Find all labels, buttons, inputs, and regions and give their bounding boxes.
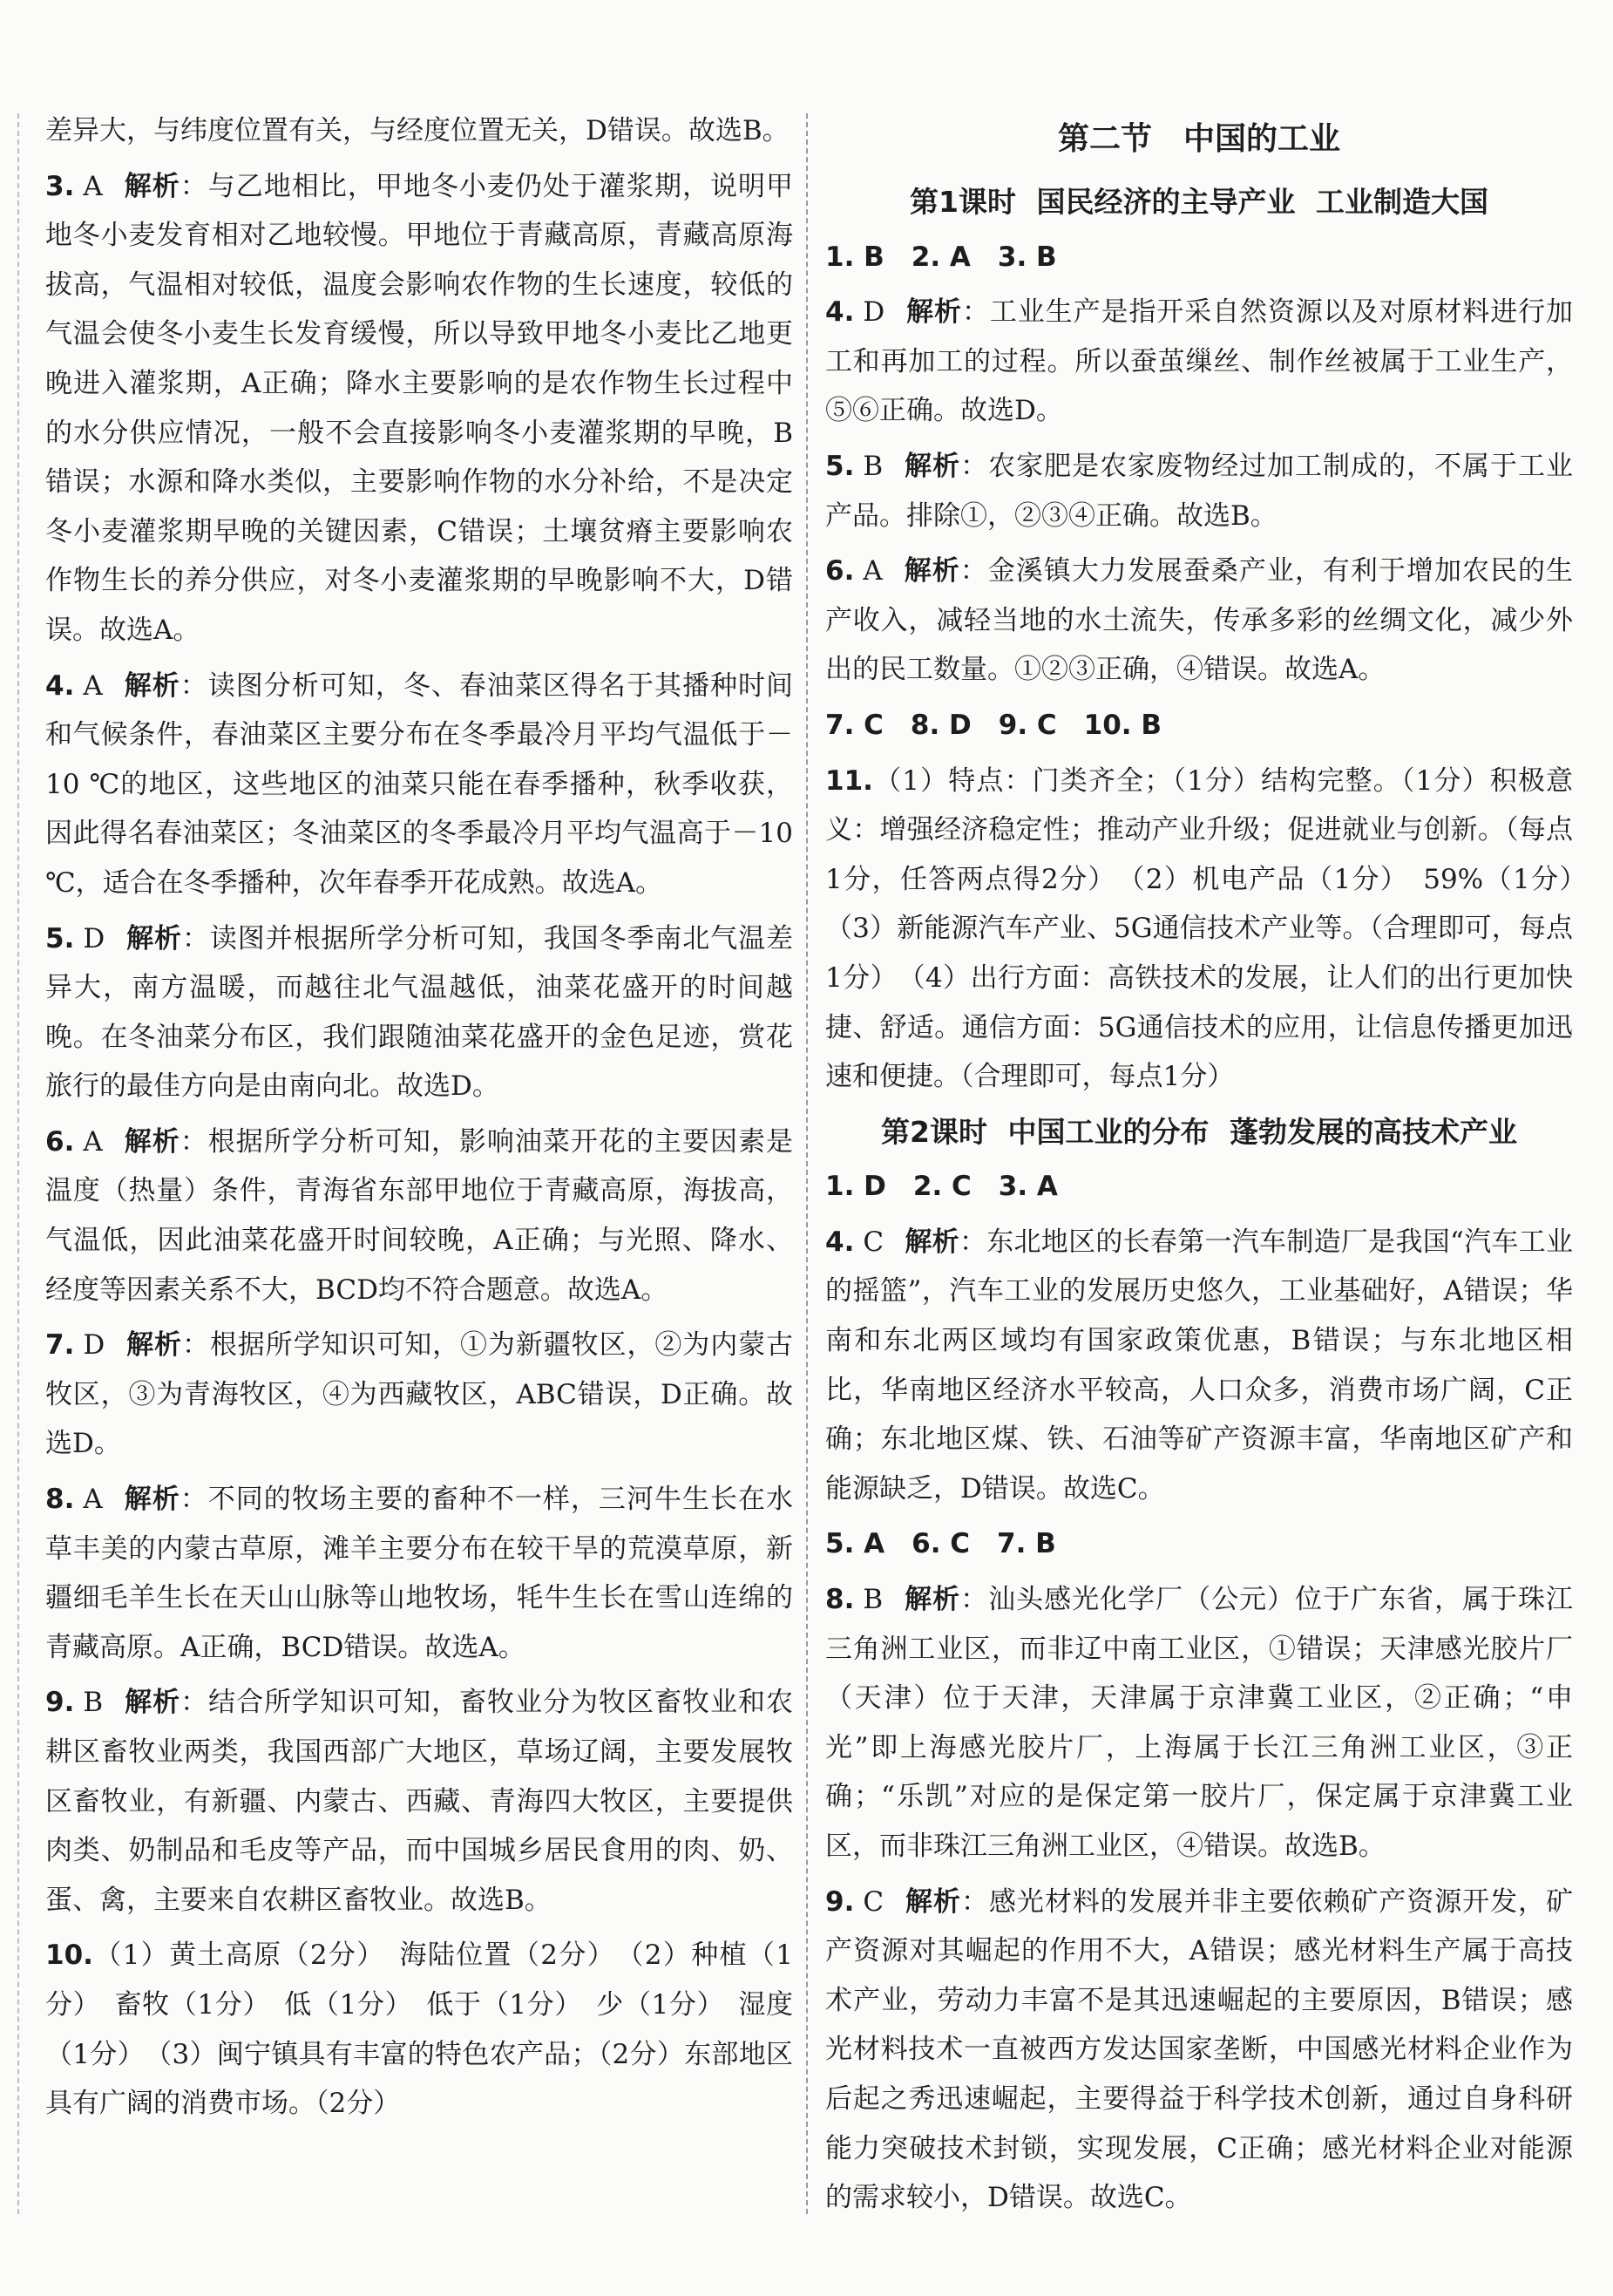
analysis-text: ：与乙地相比，甲地冬小麦仍处于灌浆期，说明甲地冬小麦发育相对乙地较慢。甲地位于青藏高原，青藏高原海拔高，气温相对较低，温度会影响农作物的生长速度，较低的气温会使冬小麦生长发育缓慢，所以导致甲地冬小麦比乙地更晚进入灌浆期，A正确；降水主要影响的是农作物生长过程中的水分供应情况，一般不会直接影响冬小麦灌浆期的早晚，B错误；水源和降水类似，主要影响作物的水分补给，不是决定冬小麦灌浆期早晚的关键因素，C错误；土壤贫瘠主要影响农作物生长的养分供应，对冬小麦灌浆期的早晚影响不大，D错误。故选A。: [45, 170, 793, 646]
analysis-label: 解析: [903, 555, 960, 588]
lesson-title-a: 国民经济的主导产业: [1036, 185, 1296, 219]
lesson-2-answer-list: [825, 1218, 1573, 1514]
analysis-text: ：工业生产是指开采自然资源以及对原材料进行加工和再加工的过程。所以蚕茧缫丝、制作丝被属于工业生产，⑤⑥正确。故选D。: [825, 296, 1574, 427]
analysis-text: ：农家肥是农家废物经过加工制成的，不属于工业产品。排除①，②③④正确。故选B。: [825, 450, 1573, 532]
analysis-label: 解析: [123, 1125, 180, 1158]
lesson-title-b: 蓬勃发展的高技术产业: [1229, 1114, 1517, 1149]
right-column: [825, 106, 1600, 2229]
question-number: 3.: [45, 170, 75, 202]
short-answers: 5. A 6. C 7. B: [825, 1528, 1056, 1560]
analysis-label: 解析: [904, 450, 961, 482]
answer-choice: D: [83, 1329, 105, 1362]
lesson-2-heading: [825, 1108, 1573, 1158]
short-answers: 7. C 8. D 9. C 10. B: [825, 709, 1162, 741]
lesson-number: 第1课时: [910, 185, 1016, 219]
answer-choice: C: [863, 1885, 884, 1918]
analysis-text: ：根据所学知识可知，①为新疆牧区，②为内蒙古牧区，③为青海牧区，④为西藏牧区，ABC错误，D正确。故选D。: [45, 1329, 794, 1460]
answer-item: [45, 914, 793, 1111]
section-title: 第二节 中国的工业: [1057, 121, 1340, 157]
analysis-text: ：读图分析可知，冬、春油菜区得名于其播种时间和气候条件，春油菜区主要分布在冬季最冷月平均气温低于－10 ℃的地区，这些地区的油菜只能在春季播种，秋季收获，因此得名春油菜区；冬油菜区的冬季最冷月平均气温高于－10 ℃，适合在冬季播种，次年春季开花成熟。故选A。: [45, 669, 793, 899]
question-number: 5.: [45, 922, 75, 954]
analysis-text: ：感光材料的发展并非主要依赖矿产资源开发，矿产资源对其崛起的作用不大，A错误；感光材料生产属于高技术产业，劳动力丰富不是其迅速崛起的主要原因，B错误；感光材料技术一直被西方发达国家垄断，中国感光材料企业作为后起之秀迅速崛起，主要得益于科学技术创新，通过自身科研能力突破技术封锁，实现发展，C正确；感光材料企业对能源的需求较小，D错误。故选C。: [825, 1885, 1574, 2214]
analysis-text: ：根据所学分析可知，影响油菜开花的主要因素是温度（热量）条件，青海省东部甲地位于青藏高原，海拔高，气温低，因此油菜花盛开时间较晚，A正确；与光照、降水、经度等因素关系不大，BCD均不符合题意。故选A。: [45, 1125, 793, 1306]
analysis-text: ：汕头感光化学厂（公元）位于广东省，属于珠江三角洲工业区，而非辽中南工业区，①错误；天津感光胶片厂（天津）位于天津，天津属于京津冀工业区，②正确；“申光”即上海感光胶片厂，上海属于长江三角洲工业区，③正确；“乐凯”对应的是保定第一胶片厂，保定属于京津冀工业区，而非珠江三角洲工业区，④错误。故选B。: [825, 1584, 1573, 1862]
analysis-label: 解析: [905, 296, 962, 329]
question-number: 4.: [825, 1226, 855, 1258]
analysis-label: 解析: [905, 1226, 959, 1258]
answer-item: [45, 1475, 793, 1672]
question-number: 5.: [825, 450, 855, 482]
answer-item-10: [45, 1931, 793, 2128]
answer-choice: D: [83, 922, 105, 954]
answer-item: [825, 1878, 1573, 2223]
answer-choice: B: [83, 1687, 104, 1719]
answer-item: [45, 162, 793, 656]
analysis-label: 解析: [124, 1687, 181, 1719]
analysis-text: ：东北地区的长春第一汽车制造厂是我国“汽车工业的摇篮”，汽车工业的发展历史悠久，工业基础好，A错误；华南和东北两区域均有国家政策优惠，B错误；与东北地区相比，华南地区经济水平较高，人口众多，消费市场广阔，C正确；东北地区煤、铁、石油等矿产资源丰富，华南地区矿产和能源缺乏，D错误。故选C。: [825, 1226, 1574, 1505]
continuation-text: 差异大，与纬度位置有关，与经度位置无关，D错误。故选B。: [45, 115, 790, 146]
question-number: 8.: [825, 1584, 855, 1616]
lesson-1-answer-list: [825, 288, 1573, 695]
question-number: 4.: [825, 296, 855, 329]
question-number: 6.: [825, 555, 855, 588]
answer-item: [825, 288, 1573, 436]
answer-item-11: [825, 757, 1600, 1102]
question-number: 6.: [45, 1125, 75, 1158]
short-answers: 1. B 2. A 3. B: [825, 241, 1057, 273]
answer-choice: B: [863, 1584, 884, 1616]
answer-item: [825, 547, 1573, 695]
analysis-label: 解析: [905, 1885, 961, 1918]
question-number: 8.: [45, 1484, 75, 1516]
question-number: 4.: [45, 669, 75, 702]
analysis-text: ：读图并根据所学分析可知，我国冬季南北气温差异大，南方温暖，而越往北气温越低，油菜花盛开的时间越晚。在冬油菜分布区，我们跟随油菜花盛开的金色足迹，赏花旅行的最佳方向是由南向北。故选D。: [45, 922, 794, 1103]
answer-choice: A: [83, 170, 103, 202]
question-number: 11.: [825, 764, 873, 797]
column-divider: [806, 113, 808, 2214]
answer-choice: A: [83, 1125, 103, 1158]
analysis-text: ：不同的牧场主要的畜种不一样，三河牛生长在水草丰美的内蒙古草原，滩羊主要分布在较干旱的荒漠草原，新疆细毛羊生长在天山山脉等山地牧场，牦牛生长在雪山连绵的青藏高原。A正确，BCD错误。故选A。: [45, 1484, 793, 1663]
answer-item: [45, 1678, 793, 1925]
answer-item: [45, 1117, 793, 1314]
answer-choice: B: [863, 450, 884, 482]
answer-choice: A: [83, 669, 103, 702]
answer-item: [825, 442, 1573, 540]
question-number: 7.: [45, 1329, 75, 1362]
answer-item: [825, 1575, 1573, 1871]
analysis-label: 解析: [123, 170, 180, 202]
lesson-2-answer-list: [825, 1575, 1573, 2223]
lesson-number: 第2课时: [881, 1114, 987, 1149]
analysis-text: ：结合所学知识可知，畜牧业分为牧区畜牧业和农耕区畜牧业两类，我国西部广大地区，草场辽阔，主要发展牧区畜牧业，有新疆、内蒙古、西藏、青海四大牧区，主要提供肉类、奶制品和毛皮等产品，而中国城乡居民食用的肉、奶、蛋、禽，主要来自农耕区畜牧业。故选B。: [45, 1687, 793, 1916]
question-number: 9.: [825, 1885, 855, 1918]
lesson-title-a: 中国工业的分布: [1007, 1114, 1210, 1149]
answer-choice: A: [863, 555, 883, 588]
analysis-label: 解析: [123, 1484, 180, 1516]
analysis-label: 解析: [904, 1584, 961, 1616]
answer-choice: D: [863, 296, 885, 329]
answer-choice: A: [83, 1484, 103, 1516]
analysis-label: 解析: [125, 922, 182, 954]
left-answer-list: [45, 162, 793, 1926]
left-column: [45, 106, 793, 2135]
answer-item: [45, 1321, 793, 1469]
analysis-label: 解析: [125, 1329, 182, 1362]
question-number: 9.: [45, 1687, 75, 1719]
lesson-1-heading: [825, 178, 1573, 228]
analysis-label: 解析: [123, 669, 180, 702]
answer-item: [45, 662, 793, 908]
lesson-title-b: 工业制造大国: [1315, 185, 1488, 219]
answer-text: （1）黄土高原（2分） 海陆位置（2分） （2）种植（1分） 畜牧（1分） 低（1分） 低于（1分） 少（1分） 湿度（1分） （3）闽宁镇具有丰富的特色农产品；（2分）东部地区具有广阔的消费市场。（2分）: [45, 1939, 793, 2120]
answer-choice: C: [863, 1226, 884, 1258]
analysis-text: ：金溪镇大力发展蚕桑产业，有利于增加农民的生产收入，减轻当地的水土流失，传承多彩的丝绸文化，减少外出的民工数量。①②③正确，④错误。故选A。: [825, 555, 1573, 686]
answer-text: （1）特点：门类齐全；（1分）结构完整。（1分）积极意义：增强经济稳定性；推动产业升级；促进就业与创新。（每点1分，任答两点得2分） （2）机电产品（1分） 59%（1分） （3）新能源汽车产业、5G通信技术产业等。（合理即可，每点1分） （4）出行方面：高铁技术的发展，让人们的出行更加快捷、舒适。通信方面：5G通信技术的应用，让信息传播更加迅速和便捷。（合理即可，每点1分）: [825, 764, 1600, 1093]
binding-rule: [17, 113, 19, 2214]
answer-item: [825, 1218, 1573, 1514]
short-answers: 1. D 2. C 3. A: [825, 1171, 1058, 1203]
question-number: 10.: [45, 1939, 93, 1972]
